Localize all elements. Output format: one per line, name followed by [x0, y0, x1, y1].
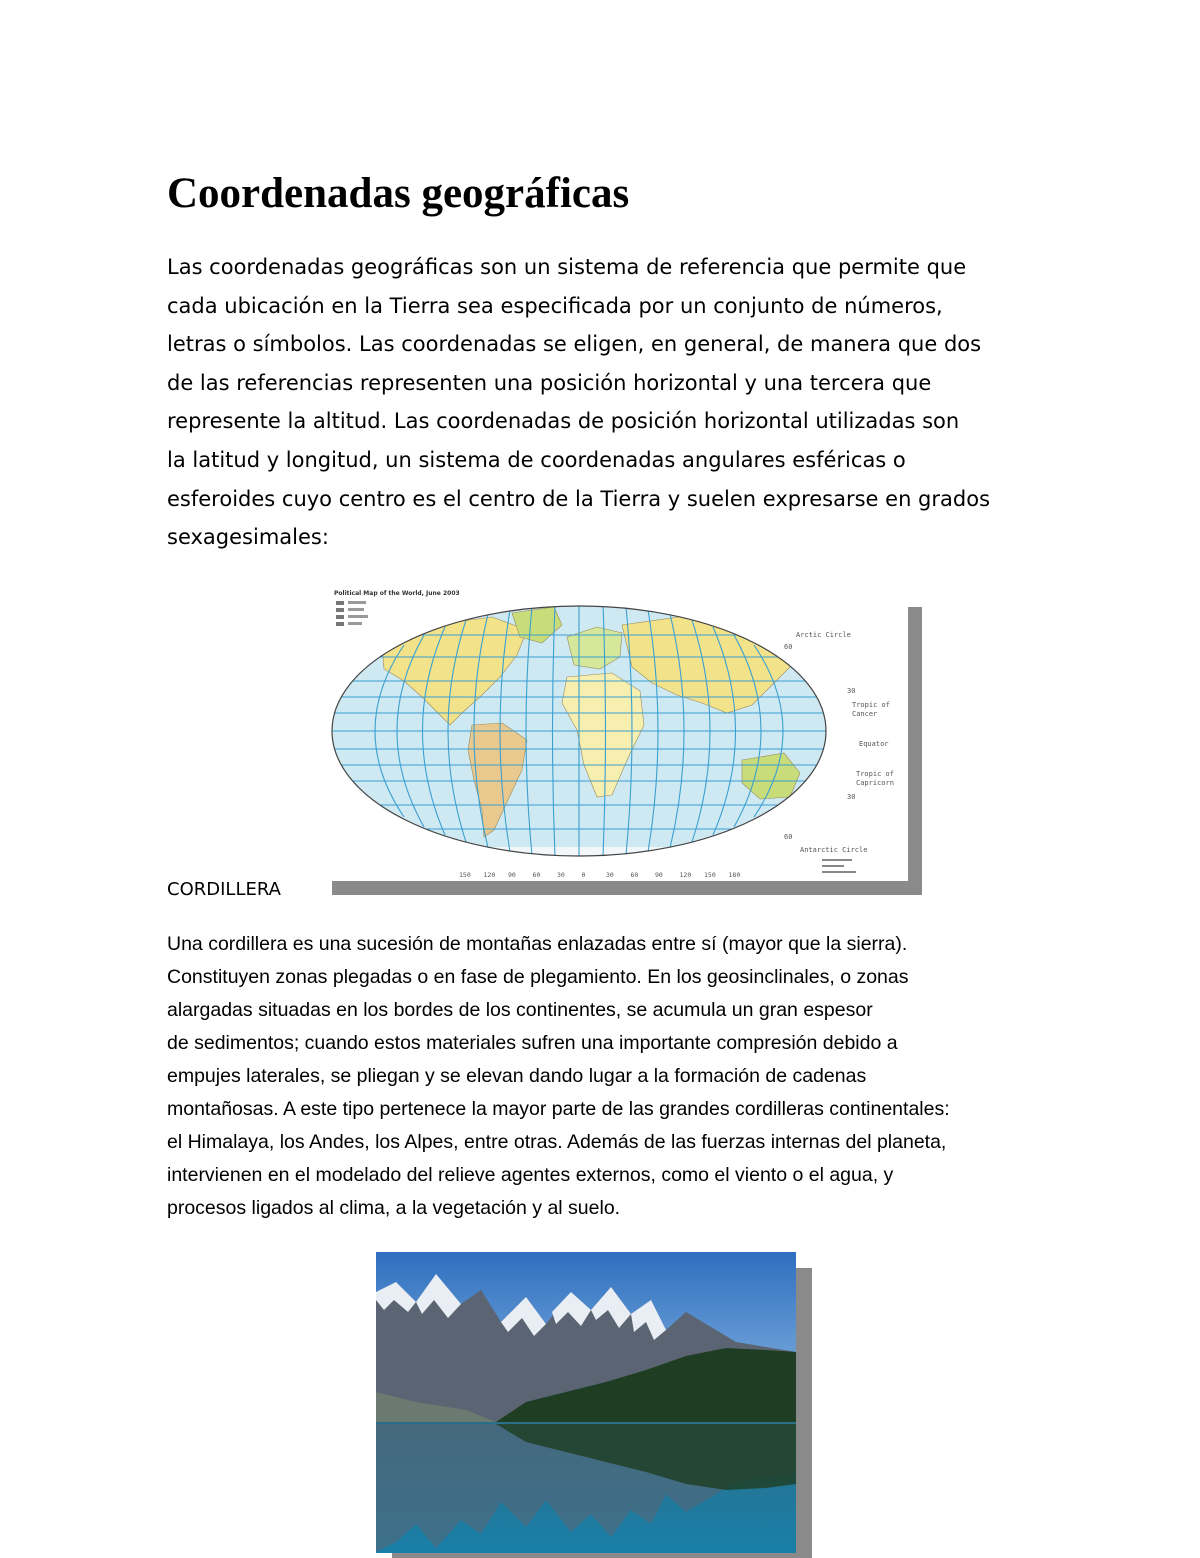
longitude-tick-label: 90 [655, 871, 663, 879]
world-map-graphic [322, 585, 908, 881]
page-title: Coordenadas geográficas [167, 170, 630, 217]
tropic-cancer-label-2: Cancer [852, 710, 878, 718]
longitude-tick-label: 60 [630, 871, 639, 879]
longitude-tick-label: 120 [679, 871, 692, 879]
lat30s-label: 30 [847, 793, 856, 801]
cordillera-line: montañosas. A este tipo pertenece la mayor parte de las grandes cordilleras continentales: [167, 1098, 950, 1120]
intro-line: de las referencias representen una posición horizontal y una tercera que [167, 370, 932, 395]
map-oval [322, 585, 908, 881]
cordillera-line: el Himalaya, los Andes, los Alpes, entre otras. Además de las fuerzas internas del planeta, [167, 1131, 947, 1153]
intro-line: letras o símbolos. Las coordenadas se eligen, en general, de manera que dos [167, 332, 982, 357]
section-heading-cordillera: CORDILLERA [167, 879, 281, 900]
intro-line: sexagesimales: [167, 525, 329, 550]
longitude-tick-label: 150 [459, 871, 471, 879]
map-small-legend [822, 859, 856, 873]
tropic-capricorn-label: Tropic of [856, 770, 894, 778]
cordillera-line: empujes laterales, se pliegan y se elevan dando lugar a la formación de cadenas [167, 1065, 867, 1087]
cordillera-paragraph [167, 928, 1047, 1225]
intro-line: Las coordenadas geográficas son un sistema de referencia que permite que [167, 255, 967, 279]
intro-line: represente la altitud. Las coordenadas de posición horizontal utilizadas son [167, 409, 960, 434]
tropic-cancer-label: Tropic of [852, 701, 890, 709]
longitude-tick-label: 0 [581, 871, 586, 879]
longitude-tick-label: 180 [728, 871, 741, 879]
longitude-tick-label: 150 [704, 871, 716, 879]
cordillera-line: intervienen en el modelado del relieve agentes externos, como el viento o el agua, y [167, 1164, 894, 1186]
arctic-label: Arctic Circle [796, 631, 851, 639]
tropic-capricorn-label-2: Capricorn [856, 779, 894, 787]
cordillera-line: de sedimentos; cuando estos materiales sufren una importante compresión debido a [167, 1032, 898, 1054]
intro-line: cada ubicación en la Tierra sea especificada por un conjunto de números, [167, 293, 943, 318]
map-title: Political Map of the World, June 2003 [334, 590, 460, 597]
world-map-image [322, 585, 908, 881]
intro-line: la latitud y longitud, un sistema de coordenadas angulares esféricas o [167, 447, 906, 472]
longitude-tick-label: 30 [557, 871, 565, 879]
equator-label: Equator [859, 740, 889, 748]
intro-line: esferoides cuyo centro es el centro de la Tierra y suelen expresarse en grados [167, 486, 991, 511]
cordillera-line: procesos ligados al clima, a la vegetación y al suelo. [167, 1197, 621, 1219]
intro-paragraph [167, 248, 1047, 557]
mountain-photo [376, 1252, 796, 1553]
cordillera-line: alargadas situadas en los bordes de los continentes, se acumula un gran espesor [167, 999, 873, 1021]
longitude-tick-label: 120 [483, 871, 496, 879]
map-longitude-labels [459, 871, 740, 879]
longitude-tick-label: 90 [508, 871, 516, 879]
lat30n-label: 30 [847, 687, 856, 695]
cordillera-line: Una cordillera es una sucesión de montañas enlazadas entre sí (mayor que la sierra). [167, 933, 908, 955]
longitude-tick-label: 30 [606, 871, 614, 879]
lat60s-label: 60 [784, 833, 793, 841]
cordillera-line: Constituyen zonas plegadas o en fase de plegamiento. En los geosinclinales, o zonas [167, 966, 909, 988]
antarctic-label: Antarctic Circle [800, 846, 868, 854]
lat60n-label: 60 [784, 643, 793, 651]
map-legend [336, 601, 368, 626]
antarctica [362, 847, 842, 881]
mountain-lake-graphic [376, 1252, 796, 1553]
longitude-tick-label: 60 [532, 871, 541, 879]
